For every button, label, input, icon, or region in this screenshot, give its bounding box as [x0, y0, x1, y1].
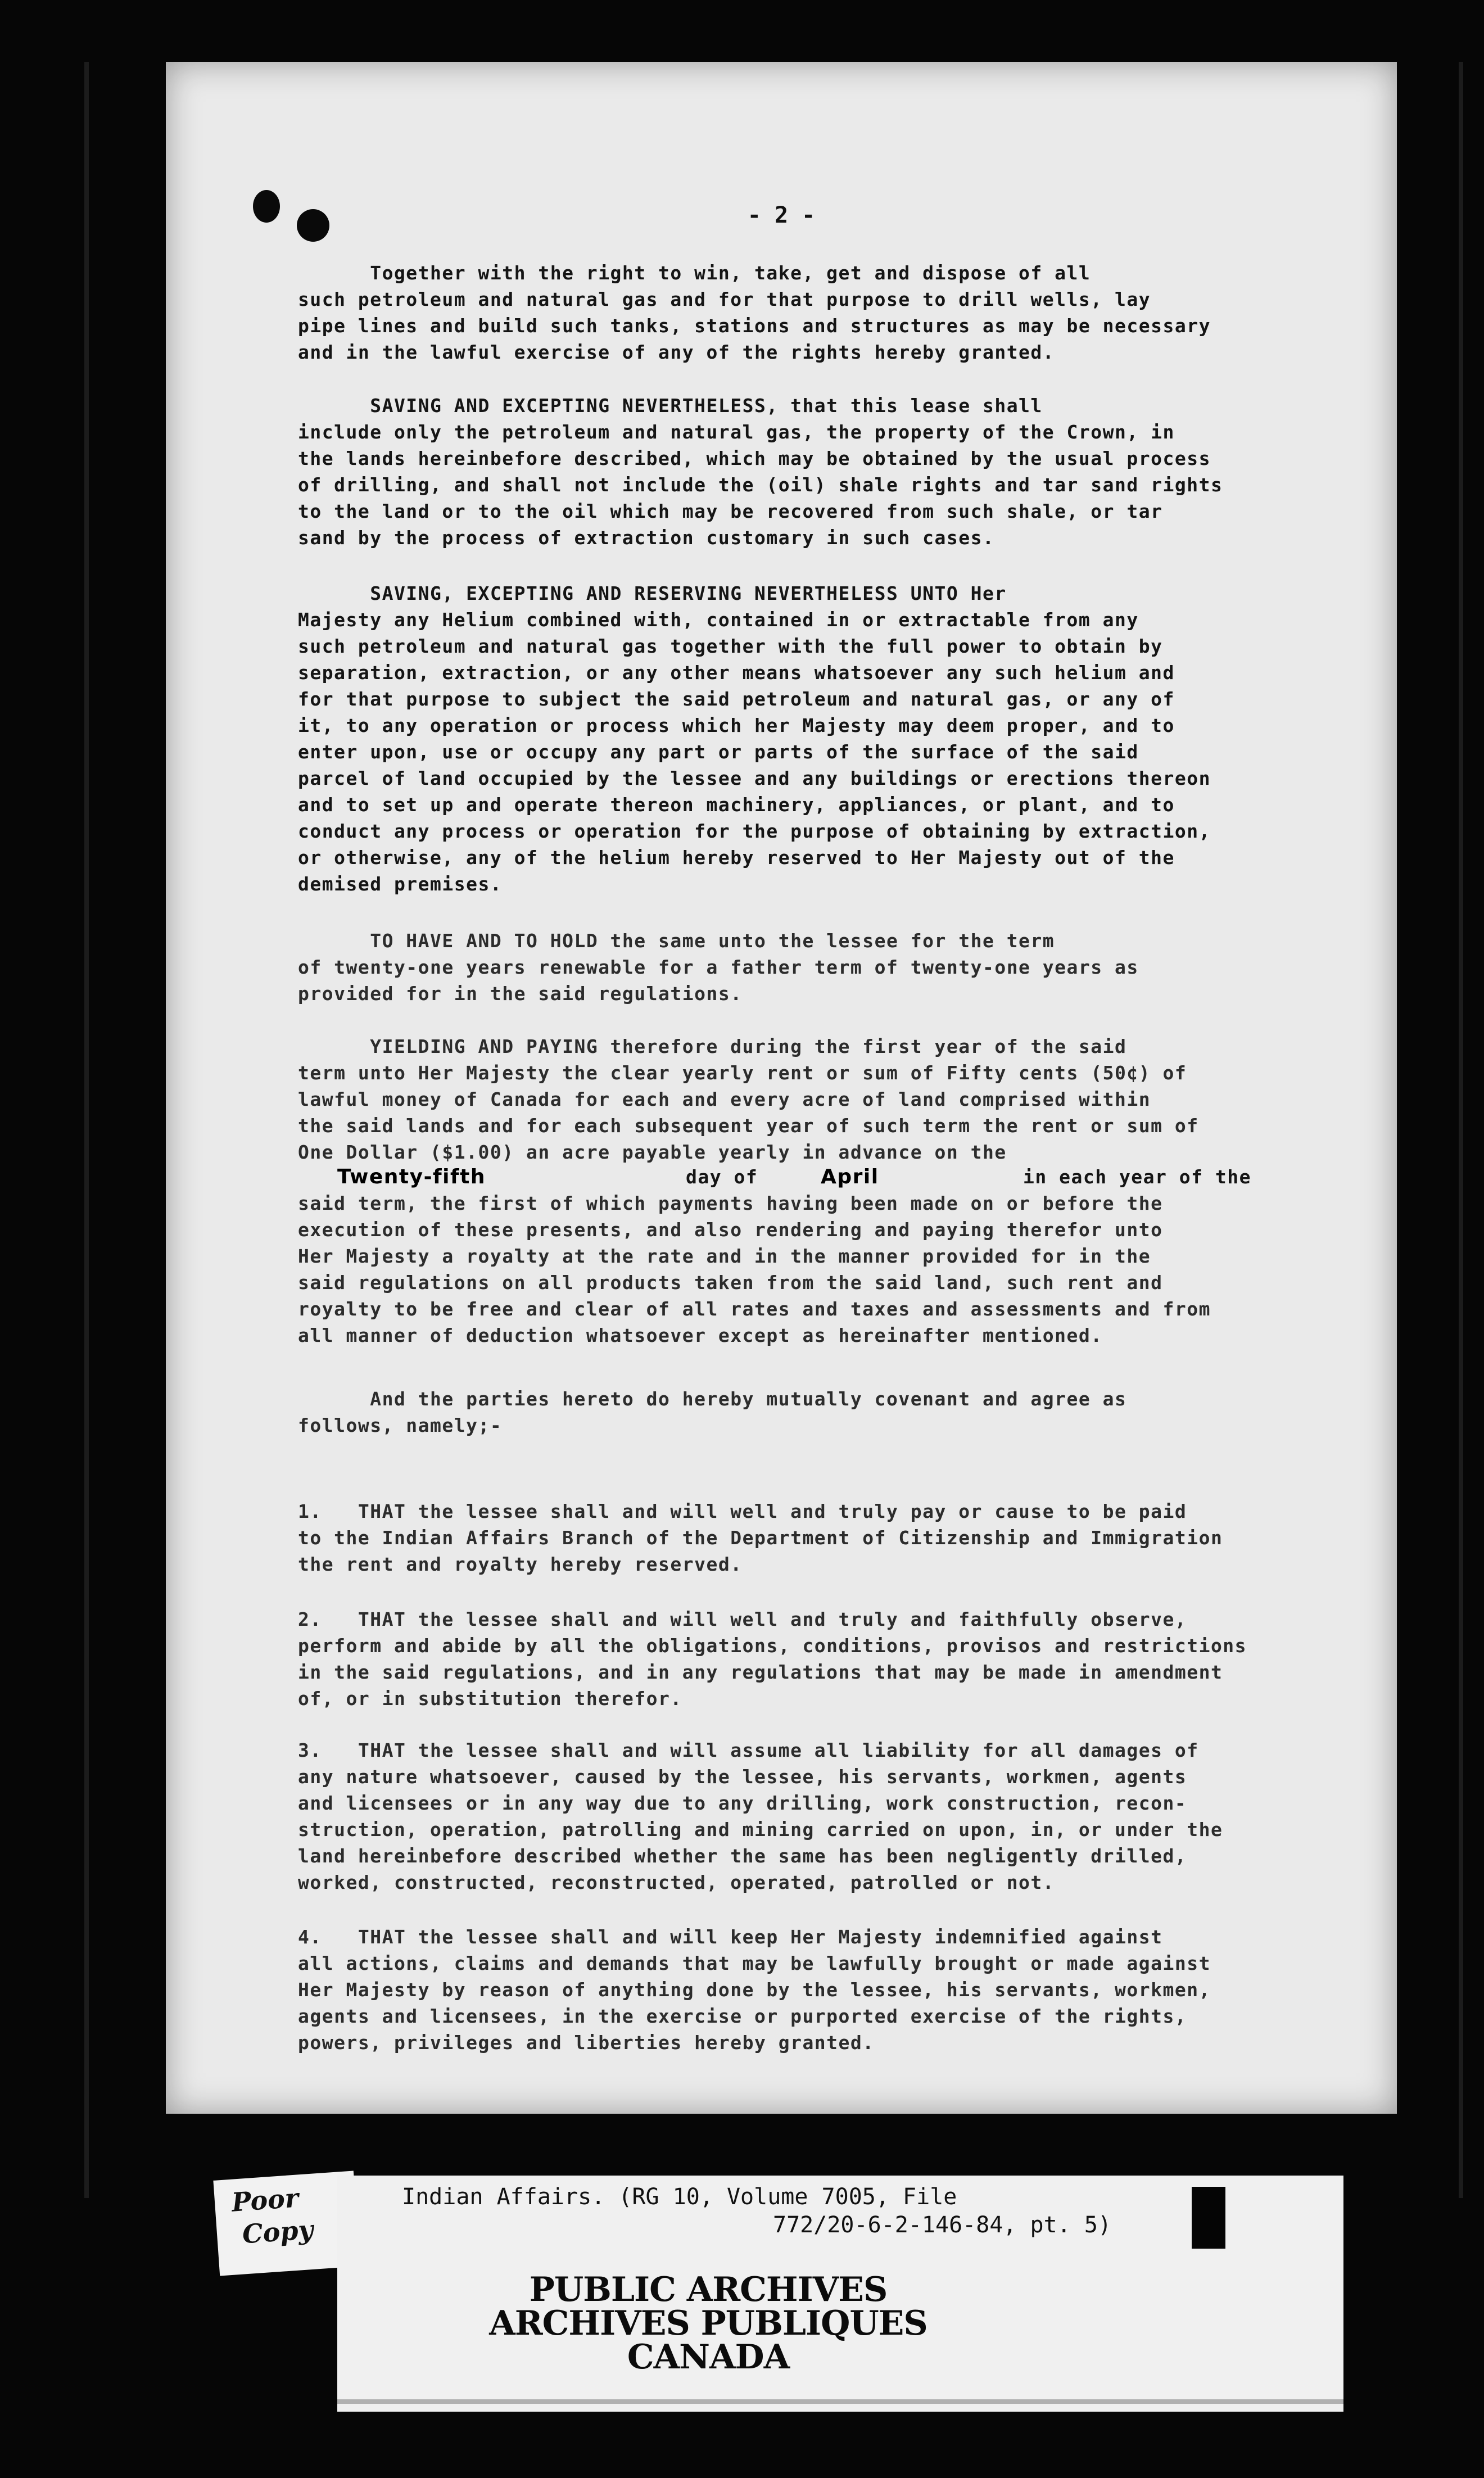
paragraph-rent-and-royalty: said term, the first of which payments having been made on or before the execution of these presents, and also rendering and paying therefor unto Her Majesty a royalty at the rate and in the manner provided for in the said regulations on all products taken from the said land, such rent and royalty to be free and clear of all rates and taxes and assessments and from all manner of deduction whatsoever except as hereinafter mentioned.	[298, 1192, 1211, 1346]
poor-copy-word-1: Poor	[230, 2182, 300, 2218]
paragraph-helium-reservation: SAVING, EXCEPTING AND RESERVING NEVERTHELESS UNTO Her Majesty any Helium combined with, contained in or extractable from any such petroleum and natural gas together with the full power to obtain by separation, extraction, or any other means whatsoever any such helium and for that purpose to subject the said petroleum and natural gas, or any of it, to any operation or process which her Majesty may deem proper, and to enter upon, use or occupy any part or parts of the surface of the said parcel of land occupied by the lessee and any buildings or erections thereon and to set up and operate thereon machinery, appliances, or plant, and to conduct any process or operation for the purpose of obtaining by extraction, or otherwise, any of the helium hereby reserved to Her Majesty out of the demised premises.	[298, 582, 1211, 895]
archive-title-country: CANADA	[627, 2337, 790, 2377]
paragraph-covenants-intro: And the parties hereto do hereby mutually covenant and agree as follows, namely;-	[298, 1388, 1127, 1436]
archive-reference-line-1: Indian Affairs. (RG 10, Volume 7005, File	[402, 2184, 957, 2210]
archive-title-french: ARCHIVES PUBLIQUES	[489, 2304, 928, 2343]
paragraph-saving-and-excepting: SAVING AND EXCEPTING NEVERTHELESS, that this lease shall include only the petroleum and natural gas, the property of the Crown, in the lands hereinbefore described, which may be obtained by the usual process of drilling, and shall not include the (oil) shale rights and tar sand rights to the land or to the oil which may be recovered from such shale, or tar sand by the process of extraction customary in such cases.	[298, 395, 1223, 549]
payment-date-tail: in each year of the	[1023, 1166, 1251, 1188]
film-frame-edge-right	[1459, 62, 1463, 2198]
paragraph-to-have-and-to-hold: TO HAVE AND TO HOLD the same unto the lessee for the term of twenty-one years renewable for a father term of twenty-one years as provided for in the said regulations.	[298, 930, 1139, 1005]
film-frame-edge-left	[84, 62, 89, 2198]
payment-day-of-label: day of	[686, 1166, 758, 1188]
archive-title-english: PUBLIC ARCHIVES	[529, 2270, 888, 2309]
clause-2-observe-regulations: 2. THAT the lessee shall and will well and truly and faithfully observe, perform and abide by all the obligations, conditions, provisos and restrictions in the said regulations, and in any regulations that may be made in amendment of, or in substitution therefor.	[298, 1608, 1247, 1710]
card-divider	[337, 2399, 1343, 2404]
clause-3-assume-liability: 3. THAT the lessee shall and will assume all liability for all damages of any nature whatsoever, caused by the lessee, his servants, workmen, agents and licensees or in any way due to any drilling, work construction, recon- struction, operation, patrolling and mining carried on upon, in, or under the land hereinbefore described whether the same has been negligently drilled, worked, constructed, reconstructed, operated, patrolled or not.	[298, 1739, 1223, 1893]
page-number: - 2 -	[747, 202, 816, 228]
paragraph-rights-granted: Together with the right to win, take, get and dispose of all such petroleum and natural gas and for that purpose to drill wells, lay pipe lines and build such tanks, stations and structures as may be necessary and in the lawful exercise of any of the rights hereby granted.	[298, 262, 1211, 363]
payment-day-field: Twenty-fifth	[337, 1165, 486, 1188]
payment-date-row	[298, 1164, 1307, 1190]
document-page	[166, 62, 1397, 2114]
paragraph-yielding-and-paying: YIELDING AND PAYING therefore during the first year of the said term unto Her Majesty the clear yearly rent or sum of Fifty cents (50¢) of lawful money of Canada for each and every acre of land comprised within the said lands and for each subsequent year of such term the rent or sum of One Dollar ($1.00) an acre payable yearly in advance on the	[298, 1035, 1199, 1163]
clause-4-indemnify: 4. THAT the lessee shall and will keep Her Majesty indemnified against all actions, claims and demands that may be lawfully brought or made against Her Majesty by reason of anything done by the lessee, his servants, workmen, agents and licensees, in the exercise or purported exercise of the rights, powers, privileges and liberties hereby granted.	[298, 1926, 1211, 2054]
archive-reference-line-2: 772/20-6-2-146-84, pt. 5)	[773, 2212, 1112, 2238]
clause-1-pay-rent: 1. THAT the lessee shall and will well and truly pay or cause to be paid to the Indian Affairs Branch of the Department of Citizenship and Immigration the rent and royalty hereby reserved.	[298, 1500, 1223, 1575]
poor-copy-word-2: Copy	[241, 2214, 314, 2250]
payment-month-field: April	[821, 1165, 879, 1188]
film-marker-tab	[1192, 2187, 1225, 2249]
